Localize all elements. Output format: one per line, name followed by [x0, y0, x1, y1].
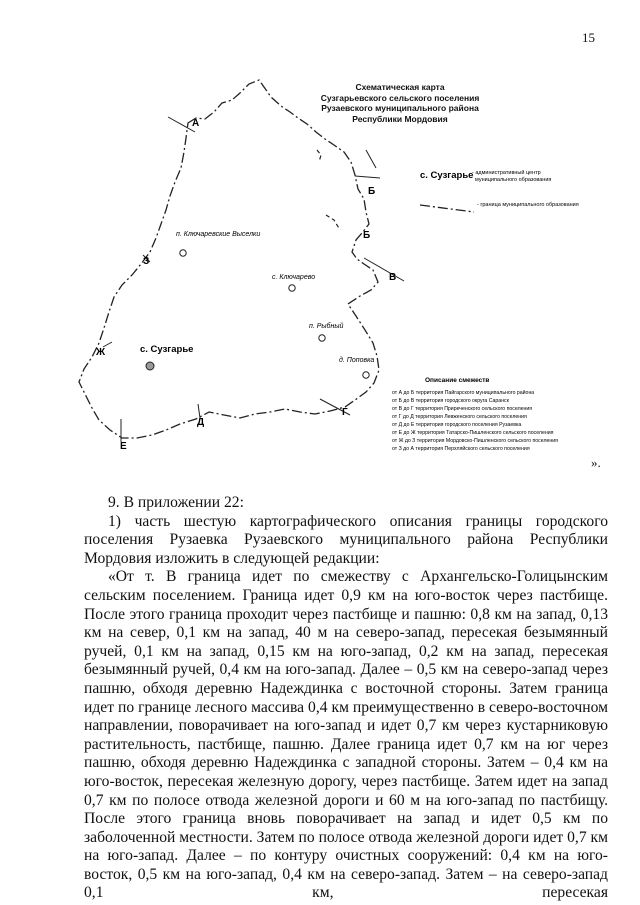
admin-center-marker	[146, 362, 154, 370]
point-label-Zh: Ж	[96, 347, 106, 358]
leader-line-B2	[366, 150, 376, 168]
settlement-marker-rybny	[319, 335, 325, 341]
point-label-V: В	[389, 272, 397, 283]
body-paragraph: «От т. В граница идет по смежеству с Архангельско-Голицынским сельским поселением. Граница идет 0,9 км на юго-восток через пастбище. После этого граница проходит через пастбище и пашню: 0,8 км на запад, 0,13 км на север, 0,1 км на запад, 40 м на северо-запад, пересекая безымянный ручей, 0,1 км на запад, 0,15 км на юго-запад, 0,2 км на запад, пересекая безымянный ручей, 0,4 км на юго-запад. Далее – 0,5 км на северо-запад через пашню, обходя деревню Надеждинка с восточной стороны. Затем граница идет по границе лесного массива 0,4 км преимущественно в северо-восточном направлении, поворачивает на юго-запад и идет 0,7 км через кустарниковую растительность, пастбище, пашню. Далее граница идет 0,7 км на юг через пашню, обходя деревню Надеждинка с западной стороны. Затем – 0,4 км на юго-восток, пересекая железную дорогу, через пастбище. Затем идет на запад 0,7 км по полосе отвода железной дороги и 60 м на юго-запад по пастбищу. После этого граница вновь поворачивает на запад и идет 0,5 км по заболоченной местности. Затем по полосе отвода железной дороги идет 0,7 км на юго-запад. Далее – по контуру очистных сооружений: 0,4 км на юго-восток, 0,5 км на юго-запад, 0,4 км на северо-запад. Затем – на северо-запад 0,1 км, пересекая	[84, 568, 608, 902]
adjacency-row: от А до Б территория Пайгарского муниципального района	[392, 390, 535, 396]
legend-center-name: с. Сузгарье	[420, 170, 474, 181]
point-label-D: Д	[197, 417, 205, 428]
point-label-A: А	[192, 118, 200, 129]
adjacency-row: от В до Г территория Приреченского сельского поселения	[392, 406, 533, 412]
adjacency-row: от З до А территория Перхляйского сельского поселения	[392, 446, 530, 452]
point-label-B: Б	[368, 186, 376, 197]
legend-center-desc-1: - административный центр	[472, 170, 541, 176]
point-label-E: Е	[120, 441, 127, 452]
settlement-label-suzgarye: с. Сузгарье	[140, 344, 194, 355]
map-title-line: Сузгарьевского сельского поселения	[320, 92, 480, 103]
section-heading: 9. В приложении 22:	[108, 494, 244, 511]
leader-line-D	[198, 404, 200, 418]
settlement-marker-klyucharevo	[289, 285, 295, 291]
leader-line-A	[168, 117, 195, 132]
closing-quote-mark: ».	[591, 455, 601, 470]
settlement-label-klyucharevo: с. Ключарево	[272, 274, 316, 281]
leader-line-V	[364, 258, 404, 281]
adjacency-row: от Д до Е территория городского поселения Рузаевка	[392, 422, 522, 428]
adjacency-row: от Е до Ж территория Татарско-Пишленского сельского поселения	[392, 430, 554, 436]
adjacency-title: Описание смежеств	[425, 377, 490, 384]
map-title-line: Схематическая карта	[355, 82, 445, 92]
point-label-Z: З	[143, 256, 150, 267]
adjacency-row: от Б до В территория городского округа Саранск	[392, 398, 509, 404]
map-title	[305, 82, 495, 124]
adjacency-list	[392, 389, 558, 452]
legend-boundary-desc: - граница муниципального образования	[477, 202, 579, 208]
legend-center-desc-2: муниципального образования	[475, 177, 552, 183]
adjacency-row: от Г до Д территория Левженского сельского поселения	[392, 414, 527, 420]
map-title-line: Республики Мордовия	[352, 113, 448, 124]
adjacency-row: от Ж до З территория Мордовско-Пишленского сельского поселения	[392, 438, 558, 444]
settlement-marker-popovka	[363, 372, 369, 378]
settlement-label-klyuch-vyselki: п. Ключаревские Выселки	[176, 231, 261, 238]
document-text	[84, 494, 608, 903]
point-label-G: Г	[342, 407, 348, 418]
map-title-line: Рузаевского муниципального района	[321, 103, 479, 113]
page-number: 15	[582, 30, 595, 45]
settlement-marker-klyuch-vyselki	[180, 250, 186, 256]
item-paragraph: 1) часть шестую картографического описания границы городского поселения Рузаевка Рузаевского муниципального района Республики Мордовия изложить в следующей редакции:	[84, 512, 608, 567]
point-label-B-inner: Б	[363, 230, 371, 241]
leader-line-B	[355, 176, 380, 178]
legend-boundary-sample	[420, 205, 474, 212]
settlement-label-rybny: п. Рыбный	[309, 323, 344, 330]
boundary-line	[79, 80, 379, 438]
settlement-label-popovka: д. Поповка	[339, 357, 375, 364]
